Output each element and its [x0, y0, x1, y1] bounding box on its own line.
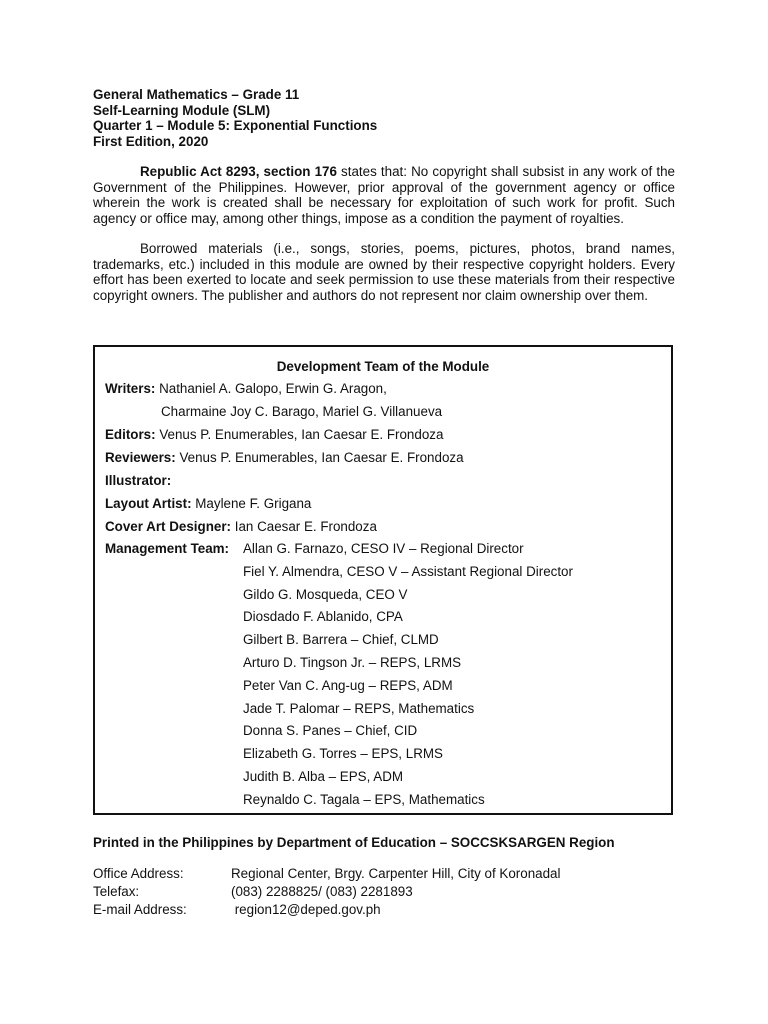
- header-edition: First Edition, 2020: [93, 133, 209, 149]
- management-member: Judith B. Alba – EPS, ADM: [243, 768, 404, 784]
- header-module-title: Quarter 1 – Module 5: Exponential Functions: [93, 118, 378, 133]
- illustrator-label: Illustrator:: [105, 473, 172, 488]
- email-row: [93, 902, 381, 917]
- email-value: region12@deped.gov.ph: [231, 902, 381, 917]
- borrowed-materials-paragraph: Borrowed materials (i.e., songs, stories, poems, pictures, photos, brand names, trademarks, etc.) included in this module are owned by their respective copyright holders. Every effort has been exerted to locate and seek permission to use these materials from their respective copyright owners. The publisher and authors do not represent nor claim ownership over them.: [93, 241, 675, 303]
- editors-row: [105, 427, 443, 442]
- writers-label: Writers:: [105, 381, 156, 396]
- copyright-text: states that: No copyright shall subsist in any work of the Government of the Philippines. However, prior approval of the government agency or office wherein the work is created shall be necessary for exploitation of such work for profit. Such agency or office may, among other things, impose as a condition the payment of royalties.: [93, 164, 675, 226]
- management-member: Gildo G. Mosqueda, CEO V: [243, 586, 408, 602]
- management-member: Jade T. Palomar – REPS, Mathematics: [243, 700, 475, 716]
- header-subject: General Mathematics – Grade 11: [93, 87, 300, 102]
- management-member: Arturo D. Tingson Jr. – REPS, LRMS: [243, 654, 462, 670]
- cover-designer-row: [105, 519, 377, 534]
- writers-line2: Charmaine Joy C. Barago, Mariel G. Villanueva: [161, 404, 443, 419]
- telefax-row: [93, 884, 413, 899]
- module-header: [93, 87, 377, 149]
- telefax-value: (083) 2288825/ (083) 2281893: [231, 884, 413, 899]
- reviewers-row: [105, 450, 464, 465]
- writers-row: [105, 381, 387, 396]
- cover-designer-name: Ian Caesar E. Frondoza: [231, 519, 377, 534]
- office-address-row: [93, 866, 560, 881]
- management-member: Donna S. Panes – Chief, CID: [243, 723, 418, 739]
- law-reference: Republic Act 8293, section 176: [140, 164, 337, 179]
- printed-by-line: Printed in the Philippines by Department of Education – SOCCSKSARGEN Region: [93, 835, 615, 850]
- writers-line1: Nathaniel A. Galopo, Erwin G. Aragon,: [155, 381, 387, 396]
- management-member: Elizabeth G. Torres – EPS, LRMS: [243, 746, 443, 762]
- reviewers-names: Venus P. Enumerables, Ian Caesar E. Frondoza: [175, 450, 464, 465]
- management-member: Allan G. Farnazo, CESO IV – Regional Director: [243, 541, 524, 556]
- layout-artist-row: [105, 496, 311, 511]
- management-member: Diosdado F. Ablanido, CPA: [243, 609, 403, 625]
- management-member: Reynaldo C. Tagala – EPS, Mathematics: [243, 791, 485, 807]
- office-address-value: Regional Center, Brgy. Carpenter Hill, City of Koronadal: [231, 866, 561, 881]
- telefax-label: Telefax:: [93, 884, 140, 899]
- management-list: [243, 541, 573, 815]
- layout-artist-label: Layout Artist:: [105, 496, 192, 511]
- editors-label: Editors:: [105, 427, 156, 442]
- management-label: Management Team:: [105, 541, 230, 556]
- copyright-paragraph: [93, 164, 675, 226]
- management-member: Peter Van C. Ang-ug – REPS, ADM: [243, 677, 453, 693]
- development-team-box: [93, 345, 673, 815]
- header-module-type: Self-Learning Module (SLM): [93, 102, 271, 118]
- email-label: E-mail Address:: [93, 902, 187, 917]
- management-member: Gilbert B. Barrera – Chief, CLMD: [243, 632, 439, 648]
- cover-designer-label: Cover Art Designer:: [105, 519, 232, 534]
- layout-artist-name: Maylene F. Grigana: [191, 496, 312, 511]
- editors-names: Venus P. Enumerables, Ian Caesar E. Frondoza: [155, 427, 444, 442]
- management-row: [105, 541, 229, 556]
- team-title: Development Team of the Module: [276, 359, 490, 374]
- management-member: Fiel Y. Almendra, CESO V – Assistant Regional Director: [243, 563, 573, 579]
- reviewers-label: Reviewers:: [105, 450, 176, 465]
- office-address-label: Office Address:: [93, 866, 184, 881]
- writers-row-2: [161, 404, 442, 419]
- illustrator-row: [105, 473, 171, 488]
